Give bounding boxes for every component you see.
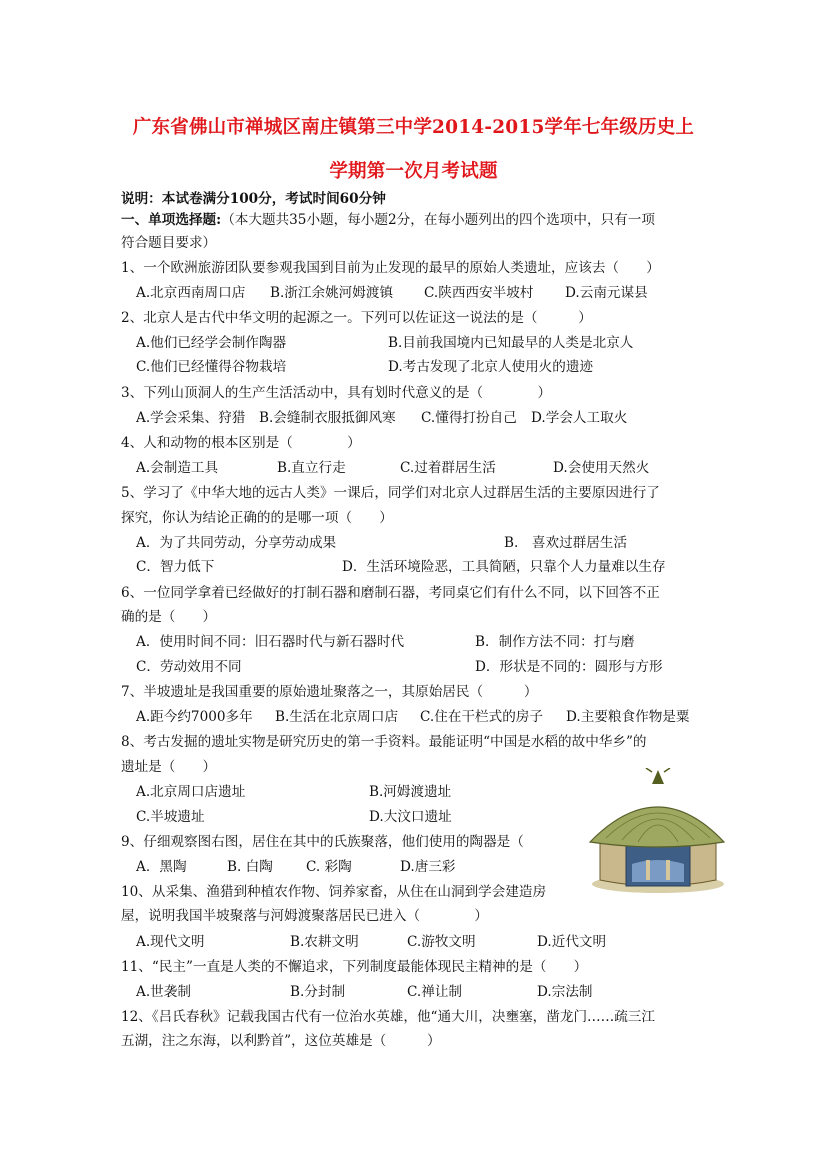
q10-option-b: B.农耕文明 — [290, 934, 359, 950]
q9-option-a: A．黑陶 — [136, 859, 187, 875]
exam-title-line2: 学期第一次月考试题 — [329, 161, 498, 182]
q1-stem: 1、一个欧洲旅游团队要参观我国到目前为止发现的最早的原始人类遗址，应该去（ ） — [121, 260, 660, 276]
q5-stem-2: 探究，你认为结论正确的的是哪一项（ ） — [121, 510, 393, 526]
thatched-hut-illustration — [586, 768, 728, 898]
q11-option-c: C.禅让制 — [407, 984, 463, 1000]
q10-option-c: C.游牧文明 — [407, 934, 476, 950]
q7-option-d: D.主要粮食作物是粟 — [566, 709, 690, 725]
q10-option-a: A.现代文明 — [136, 934, 205, 950]
q9-option-c: C. 彩陶 — [306, 859, 352, 875]
q11-option-d: D.宗法制 — [537, 984, 593, 1000]
q4-option-d: D.会使用天然火 — [553, 460, 650, 476]
q6-option-b: B．制作方法不同：打与磨 — [475, 634, 635, 650]
q3-option-b: B.会缝制衣服抵御风寒 — [259, 410, 396, 426]
q8-option-b: B.河姆渡遗址 — [369, 784, 452, 800]
q2-option-a: A.他们已经学会制作陶器 — [136, 335, 287, 351]
q4-option-c: C.过着群居生活 — [400, 460, 496, 476]
q5-option-a: A．为了共同劳动，分享劳动成果 — [136, 535, 337, 551]
q9-stem: 9、仔细观察图右图，居住在其中的氏族聚落，他们使用的陶器是（ — [121, 834, 524, 850]
exam-note: 说明：本试卷满分100分，考试时间60分钟 — [121, 191, 386, 207]
q3-option-a: A.学会采集、狩猎 — [136, 410, 246, 426]
q12-stem-2: 五湖，注之东海，以利黔首”，这位英雄是（ ） — [121, 1033, 441, 1049]
section-desc: （本大题共35小题，每小题2分，在每小题列出的四个选项中，只有一项 — [221, 212, 655, 228]
q5-option-b: B. 喜欢过群居生活 — [504, 535, 628, 551]
q8-option-d: D.大汶口遗址 — [369, 809, 452, 825]
q7-option-a: A.距今约7000多年 — [136, 709, 253, 725]
q6-stem: 6、一位同学拿着已经做好的打制石器和磨制石器，考同桌它们有什么不同，以下回答不正 — [121, 585, 660, 601]
q7-stem: 7、半坡遗址是我国重要的原始遗址聚落之一，其原始居民（ ） — [121, 684, 538, 700]
q1-option-a: A.北京西南周口店 — [136, 285, 246, 301]
q5-option-c: C．智力低下 — [136, 559, 215, 575]
q6-option-d: D．形状是不同的：圆形与方形 — [475, 659, 663, 675]
q7-option-b: B.生活在北京周口店 — [275, 709, 399, 725]
q8-option-c: C.半坡遗址 — [136, 809, 205, 825]
q10-stem: 10、从采集、渔猎到种植农作物、饲养家畜，从住在山洞到学会建造房 — [121, 884, 547, 900]
exam-title-line1: 广东省佛山市禅城区南庄镇第三中学2014-2015学年七年级历史上 — [132, 117, 695, 138]
q4-option-a: A.会制造工具 — [136, 460, 219, 476]
section-heading — [121, 211, 655, 229]
q11-option-b: B.分封制 — [290, 984, 346, 1000]
q2-option-b: B.目前我国境内已知最早的人类是北京人 — [388, 335, 634, 351]
section-label: 一、单项选择题: — [121, 212, 222, 228]
q3-option-d: D.学会人工取火 — [531, 410, 628, 426]
q8-stem-2: 遗址是（ ） — [121, 759, 217, 775]
q3-option-c: C.懂得打扮自己 — [421, 410, 517, 426]
q10-option-d: D.近代文明 — [537, 934, 607, 950]
q5-option-d: D．生活环境险恶，工具简陋，只靠个人力量难以生存 — [342, 559, 666, 575]
section-desc-2: 符合题目要求） — [121, 235, 217, 251]
q5-stem: 5、学习了《中华大地的远古人类》一课后，同学们对北京人过群居生活的主要原因进行了 — [121, 485, 660, 501]
hut-floor — [632, 860, 684, 882]
q3-stem: 3、下列山顶洞人的生产生活活动中，具有划时代意义的是（ ） — [121, 385, 552, 401]
q11-option-a: A.世袭制 — [136, 984, 191, 1000]
q6-option-a: A．使用时间不同：旧石器时代与新石器时代 — [136, 634, 405, 650]
q8-option-a: A.北京周口店遗址 — [136, 784, 246, 800]
q6-stem-2: 确的是（ ） — [121, 609, 217, 625]
q10-stem-2: 屋，说明我国半坡聚落与河姆渡聚落居民已进入（ ） — [121, 908, 489, 924]
q11-stem: 11、“民主”一直是人类的不懈追求，下列制度最能体现民主精神的是（ ） — [121, 959, 588, 975]
q8-stem: 8、考古发掘的遗址实物是研究历史的第一手资料。最能证明“中国是水稻的故中华乡”的 — [121, 734, 647, 750]
q12-stem: 12、《吕氏春秋》记载我国古代有一位治水英雄，他“通大川，决壅塞，凿龙门……疏三江 — [121, 1009, 656, 1025]
q2-option-c: C.他们已经懂得谷物栽培 — [136, 359, 287, 375]
q2-stem: 2、北京人是古代中华文明的起源之一。下列可以佐证这一说法的是（ ） — [121, 310, 592, 326]
q1-option-d: D.云南元谋县 — [565, 285, 648, 301]
q4-option-b: B.直立行走 — [277, 460, 346, 476]
q2-option-d: D.考古发现了北京人使用火的遗迹 — [388, 359, 594, 375]
q7-option-c: C.住在干栏式的房子 — [420, 709, 543, 725]
q4-stem: 4、人和动物的根本区别是（ ） — [121, 435, 361, 451]
q9-option-b: B. 白陶 — [227, 859, 273, 875]
q1-option-c: C.陕西西安半坡村 — [424, 285, 534, 301]
q9-option-d: D.唐三彩 — [400, 859, 456, 875]
hut-roof-peak — [652, 770, 664, 784]
q1-option-b: B.浙江余姚河姆渡镇 — [270, 285, 394, 301]
q6-option-c: C．劳动效用不同 — [136, 659, 242, 675]
